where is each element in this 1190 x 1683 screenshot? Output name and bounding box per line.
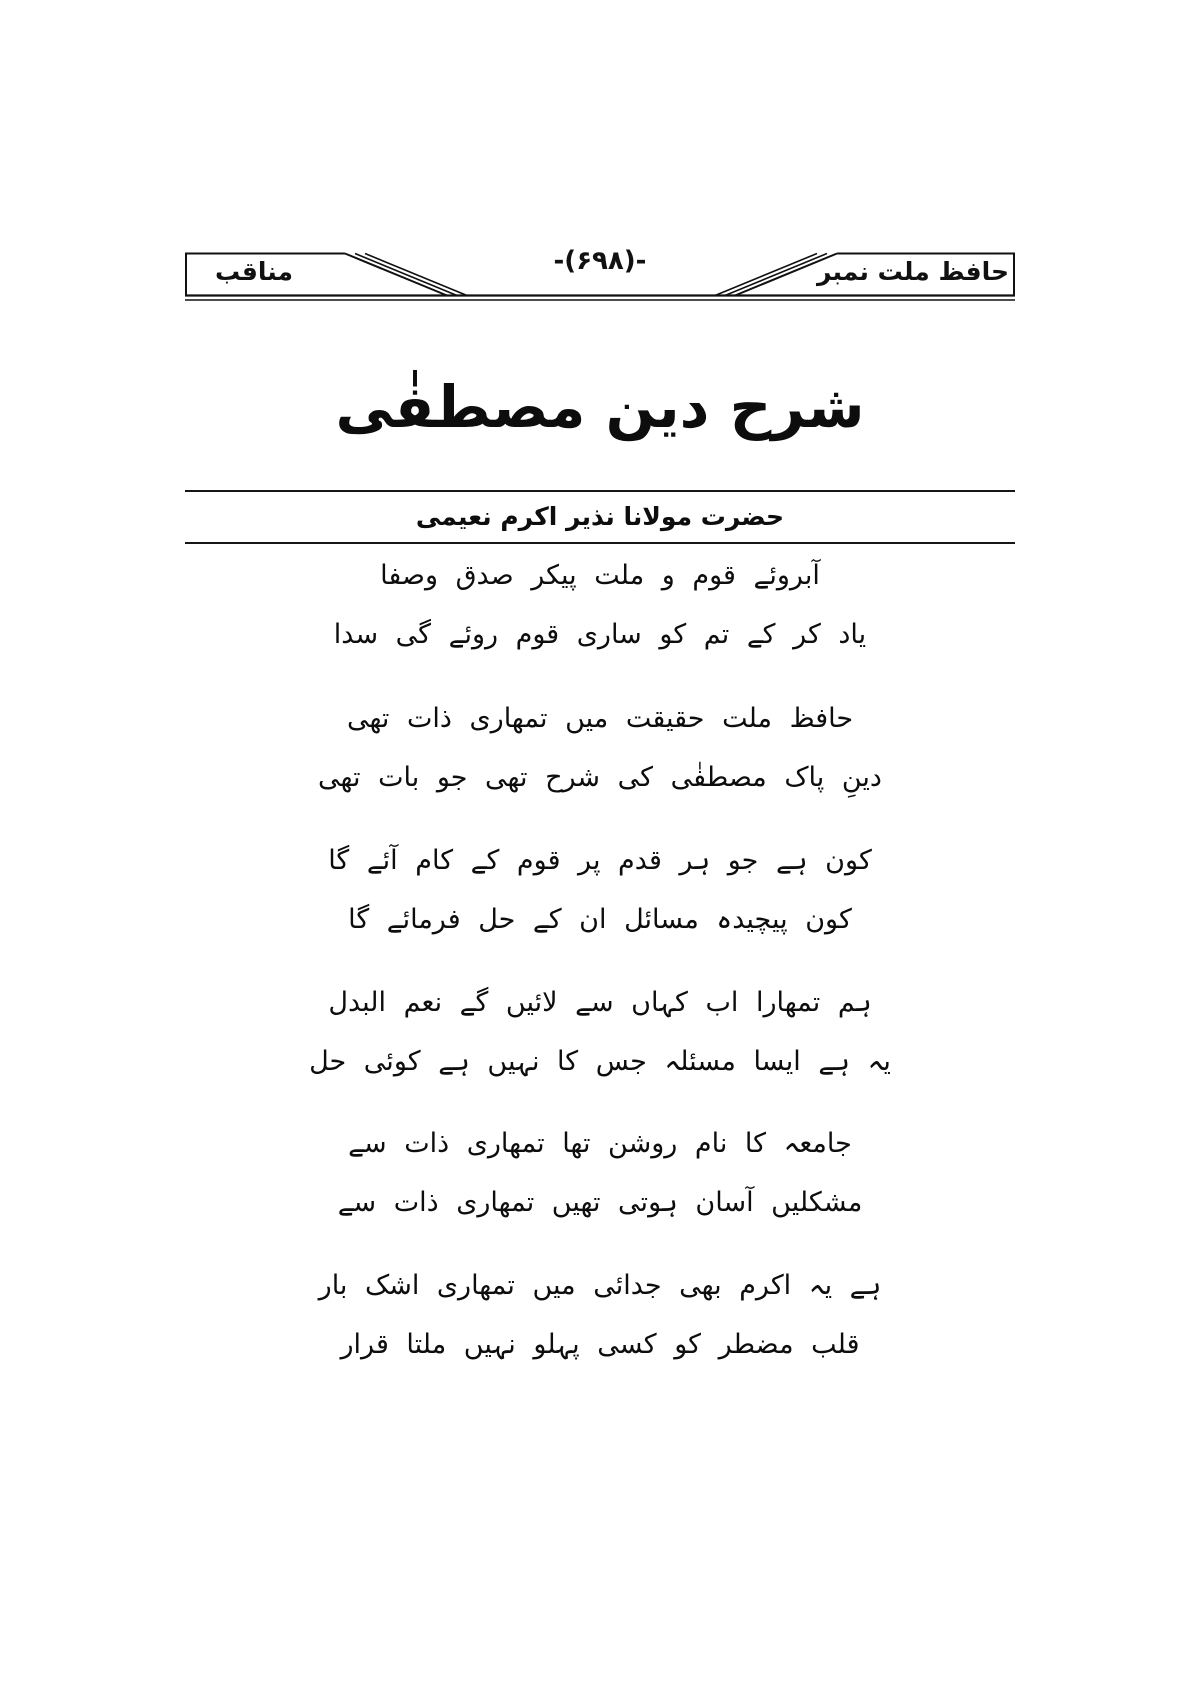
stanza [185, 973, 1015, 1091]
poem-title: شرح دین مصطفٰی [335, 373, 865, 441]
section-tab-hafiz-millat-number: حافظ ملت نمبر [816, 257, 1009, 286]
verse-line: دینِ پاک مصطفٰی کی شرح تھی جو بات تھی [318, 762, 882, 793]
stanza [185, 689, 1015, 807]
verse-line: یاد کر کے تم کو ساری قوم روئے گی سدا [333, 619, 867, 650]
verse-line: کون پیچیدہ مسائل ان کے حل فرمائے گا [348, 904, 852, 935]
stanza [185, 1114, 1015, 1232]
byline-rule-bottom [185, 542, 1015, 544]
verse-line: ہم تمھارا اب کہاں سے لائیں گے نعم البدل [328, 987, 872, 1018]
verse-line: قلب مضطر کو کسی پہلو نہیں ملتا قرار [340, 1329, 860, 1360]
stanza [185, 546, 1015, 664]
page-number: -(۶۹۸)- [553, 246, 647, 276]
verse-line: مشکلیں آسان ہوتی تھیں تمھاری ذات سے [337, 1187, 863, 1218]
verse-line: آبروئے قوم و ملت پیکر صدق وصفا [380, 560, 820, 591]
verse-line: جامعہ کا نام روشن تھا تمھاری ذات سے [348, 1128, 852, 1159]
verse-line: حافظ ملت حقیقت میں تمھاری ذات تھی [346, 703, 854, 734]
stanza [185, 831, 1015, 949]
page-header [185, 236, 1015, 304]
stanza [185, 1256, 1015, 1374]
poet-byline: حضرت مولانا نذیر اکرم نعیمی [415, 502, 785, 531]
verse-line: یہ ہے ایسا مسئلہ جس کا نہیں ہے کوئی حل [309, 1046, 891, 1077]
byline-rule-top [185, 490, 1015, 492]
verse-line: کون ہے جو ہر قدم پر قوم کے کام آئے گا [328, 845, 872, 876]
verse-line: ہے یہ اکرم بھی جدائی میں تمھاری اشک بار [318, 1270, 882, 1301]
section-tab-manaqib: مناقب [215, 257, 293, 286]
